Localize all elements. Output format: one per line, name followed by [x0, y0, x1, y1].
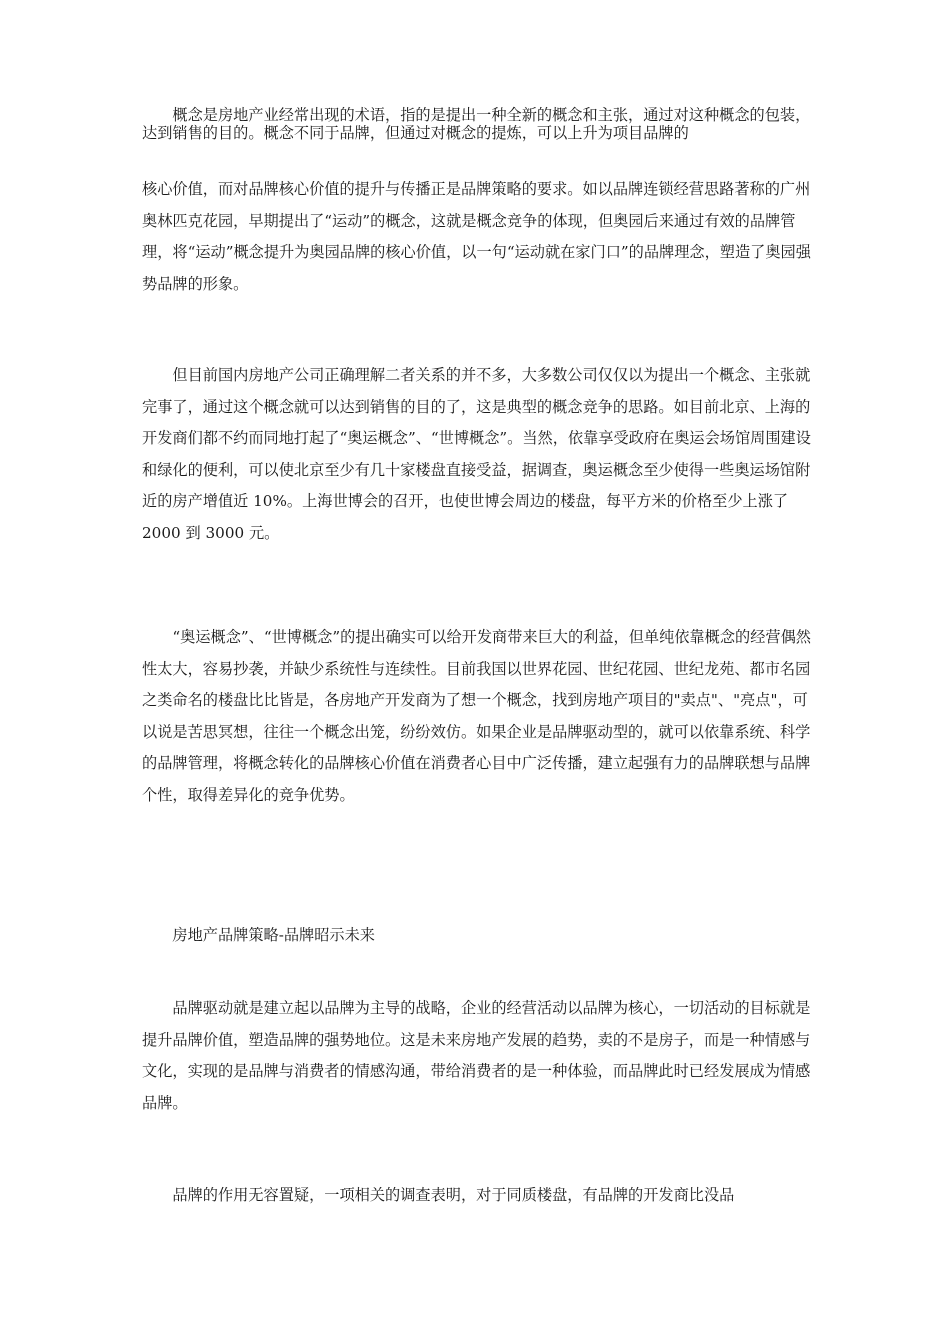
paragraph-4: 品牌驱动就是建立起以品牌为主导的战略，企业的经营活动以品牌为核心，一切活动的目标就是提升品牌价值，塑造品牌的强势地位。这是未来房地产发展的趋势，卖的不是房子，而是一种情感与文化，实现的是品牌与消费者的情感沟通，带给消费者的是一种体验，而品牌此时已经发展成为情感品牌。 — [142, 999, 811, 1112]
paragraph-3: “奥运概念”、“世博概念”的提出确实可以给开发商带来巨大的利益，但单纯依靠概念的经营偶然性太大，容易抄袭，并缺少系统性与连续性。目前我国以世界花园、世纪花园、世纪龙苑、都市名园之类命名的楼盘比比皆是，各房地产开发商为了想一个概念，找到房地产项目的"卖点"、"亮点"，可以说是苦思冥想，往往一个概念出笼，纷纷效仿。如果企业是品牌驱动型的，就可以依靠系统、科学的品牌管理，将概念转化的品牌核心价值在消费者心目中广泛传播，建立起强有力的品牌联想与品牌个性，取得差异化的竞争优势。 — [142, 628, 811, 804]
section-heading: 房地产品牌策略-品牌昭示未来 — [172, 926, 375, 944]
paragraph-1-tail: 核心价值，而对品牌核心价值的提升与传播正是品牌策略的要求。如以品牌连锁经营思路著称的广州奥林匹克花园，早期提出了“运动”的概念，这就是概念竞争的体现，但奥园后来通过有效的品牌管理，将“运动”概念提升为奥园品牌的核心价值，以一句“运动就在家门口”的品牌理念，塑造了奥园强势品牌的形象。 — [142, 180, 811, 293]
paragraph-5: 品牌的作用无容置疑，一项相关的调查表明，对于同质楼盘，有品牌的开发商比没品 — [172, 1186, 735, 1204]
paragraph-2: 但目前国内房地产公司正确理解二者关系的并不多，大多数公司仅仅以为提出一个概念、主张就完事了，通过这个概念就可以达到销售的目的了，这是典型的概念竞争的思路。如目前北京、上海的开发商们都不约而同地打起了“奥运概念”、“世博概念”。当然，依靠享受政府在奥运会场馆周围建设和绿化的便利，可以使北京至少有几十家楼盘直接受益，据调查，奥运概念至少使得一些奥运场馆附近的房产增值近 10%。上海世博会的召开，也使世博会周边的楼盘，每平方米的价格至少上涨了 2000 到 3000 元。 — [142, 366, 811, 542]
paragraph-1-head: 概念是房地产业经常出现的术语，指的是提出一种全新的概念和主张，通过对这种概念的包装，达到销售的目的。概念不同于品牌，但通过对概念的提炼，可以上升为项目品牌的 — [142, 106, 811, 142]
